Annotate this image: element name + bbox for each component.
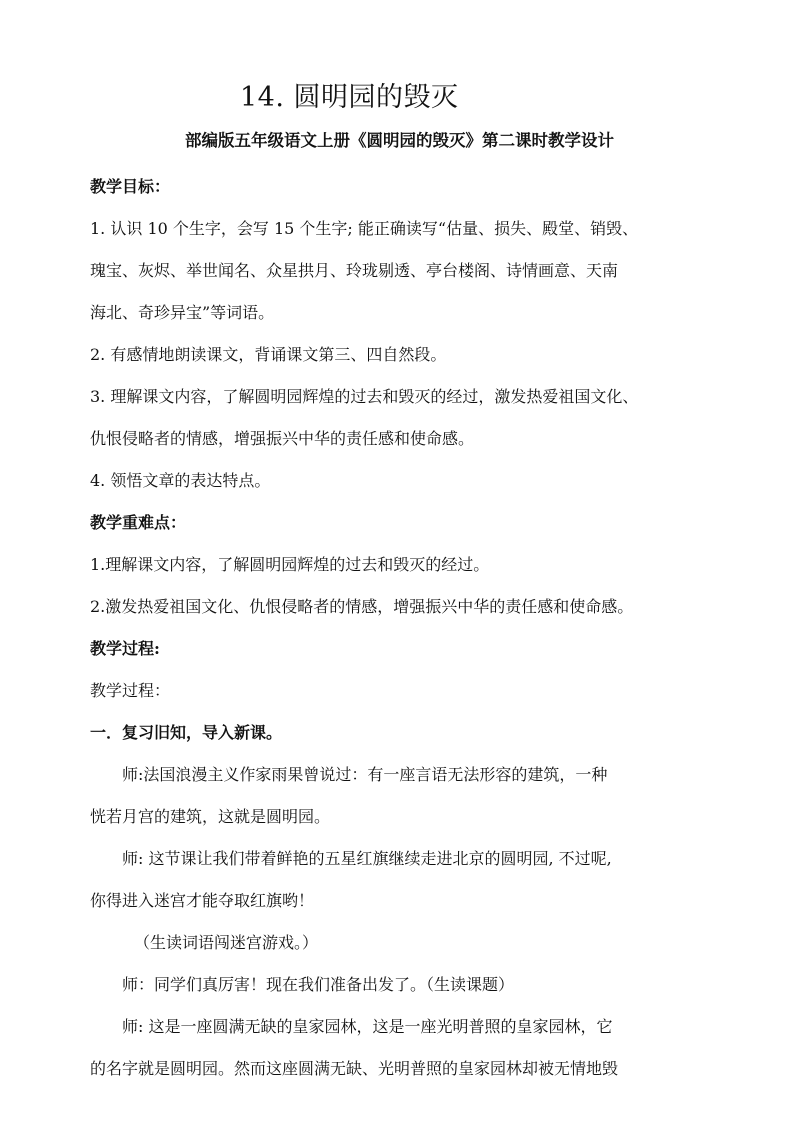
goal-1-line-2: 瑰宝、灰烬、举世闻名、众星拱月、玲珑剔透、亭台楼阁、诗情画意、天南: [90, 261, 619, 280]
page-title: 14. 圆明园的毁灭: [240, 82, 459, 113]
paragraph-3: （生读词语闯迷宫游戏。）: [134, 933, 319, 952]
paragraph-5-line-2: 的名字就是圆明园。然而这座圆满无缺、光明普照的皇家园林却被无情地毁: [90, 1059, 619, 1078]
heading-key-points: 教学重难点：: [90, 513, 187, 532]
paragraph-4: 师：同学们真厉害！现在我们准备出发了。（生读课题）: [122, 975, 515, 994]
paragraph-1-line-1: 师:法国浪漫主义作家雨果曾说过：有一座言语无法形容的建筑，一种: [122, 765, 608, 784]
process-label: 教学过程：: [90, 681, 171, 700]
key-point-2: 2.激发热爱祖国文化、仇恨侵略者的情感，增强振兴中华的责任感和使命感。: [90, 597, 634, 616]
goal-1-line-1: 1. 认识 10 个生字，会写 15 个生字; 能正确读写“估量、损失、殿堂、销毁、: [90, 219, 639, 238]
paragraph-2-line-1: 师: 这节课让我们带着鲜艳的五星红旗继续走进北京的圆明园, 不过呢,: [122, 849, 612, 868]
goal-3-line-1: 3. 理解课文内容，了解圆明园辉煌的过去和毁灭的经过，激发热爱祖国文化、: [90, 387, 639, 406]
section-1-heading: 一．复习旧知，导入新课。: [90, 723, 283, 742]
paragraph-2-line-2: 你得进入迷宫才能夺取红旗哟！: [90, 891, 315, 910]
document-body: [90, 166, 708, 1090]
goal-4: 4. 领悟文章的表达特点。: [90, 471, 271, 490]
goal-2: 2. 有感情地朗读课文，背诵课文第三、四自然段。: [90, 345, 447, 364]
goal-3-line-2: 仇恨侵略者的情感，增强振兴中华的责任感和使命感。: [90, 429, 475, 448]
page-subtitle: 部编版五年级语文上册《圆明园的毁灭》第二课时教学设计: [185, 131, 614, 150]
key-point-1: 1.理解课文内容，了解圆明园辉煌的过去和毁灭的经过。: [90, 555, 490, 574]
paragraph-5-line-1: 师: 这是一座圆满无缺的皇家园林，这是一座光明普照的皇家园林，它: [122, 1017, 613, 1036]
paragraph-1-line-2: 恍若月宫的建筑，这就是圆明园。: [90, 807, 331, 826]
heading-goals: 教学目标：: [90, 177, 171, 196]
goal-1-line-3: 海北、奇珍异宝”等词语。: [90, 303, 275, 322]
heading-process: 教学过程:: [90, 639, 160, 658]
